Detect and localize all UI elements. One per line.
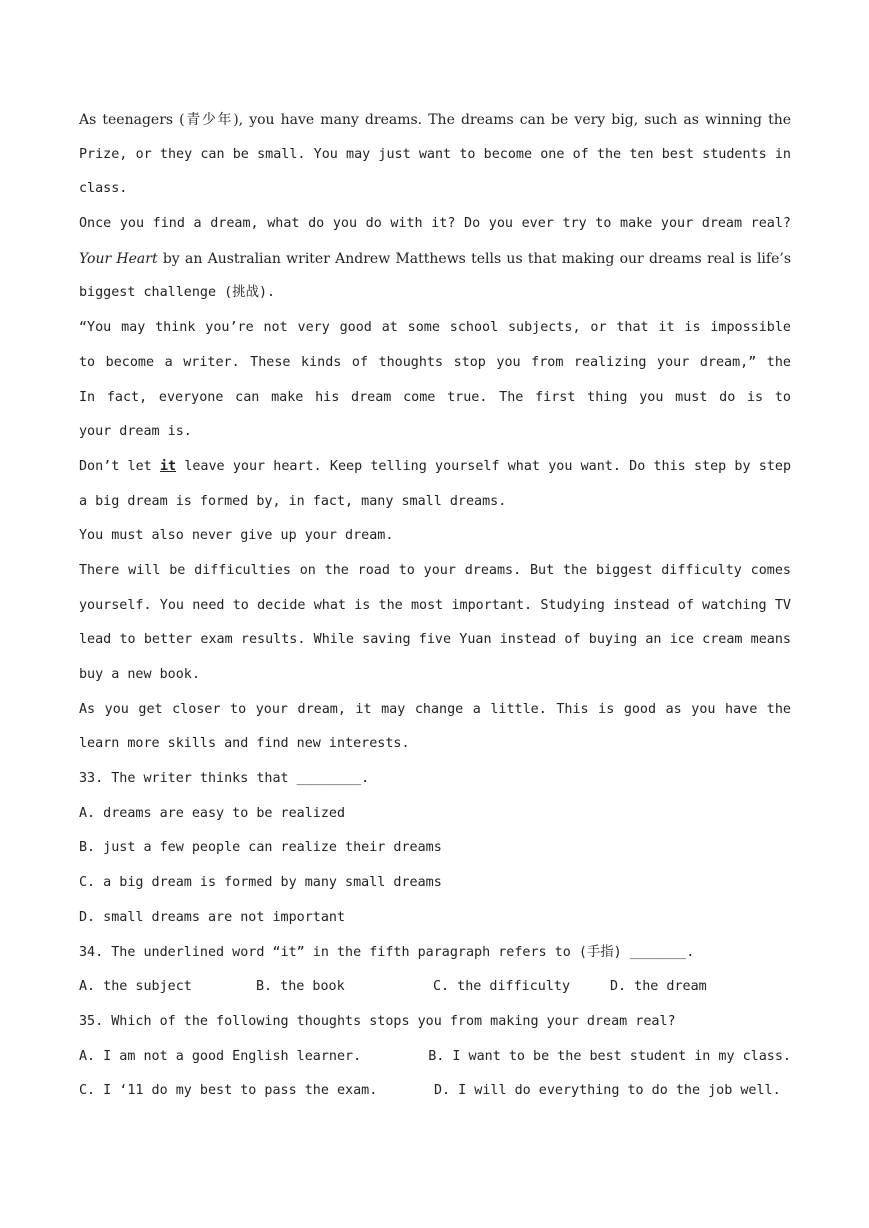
answer-option: C. the difficulty [433, 979, 571, 995]
question-stem: 33. The writer thinks that ________. [79, 771, 370, 787]
question-stem: 35. Which of the following thoughts stops you from making your dream real? [79, 1013, 676, 1029]
passage-line: your dream is. [79, 424, 192, 440]
passage-text: by an Australian writer Andrew Matthews tells us that making our dreams real is life’s [162, 250, 791, 267]
answer-option: A. I am not a good English learner. [79, 1048, 362, 1064]
passage-line [79, 450, 791, 485]
passage-line: As teenagers (青少年), you have many dreams. The dreams can be very big, such as winning the [79, 112, 791, 128]
passage-line: lead to better exam results. While saving five Yuan instead of buying an ice cream means [79, 632, 791, 648]
passage-line [79, 242, 791, 277]
passage-line: Prize, or they can be small. You may just want to become one of the ten best students in [79, 146, 791, 162]
passage-line: a big dream is formed by, in fact, many small dreams. [79, 493, 507, 509]
passage-line: yourself. You need to decide what is the most important. Studying instead of watching TV [79, 597, 791, 613]
answer-option: A. dreams are easy to be realized [79, 805, 346, 821]
answer-option: B. the book [256, 979, 345, 995]
question-stem: 34. The underlined word “it” in the fifth paragraph refers to (手指) _______. [79, 944, 695, 960]
answer-option: D. small dreams are not important [79, 909, 346, 925]
answer-options-row [79, 1074, 791, 1109]
passage-line [79, 207, 791, 242]
answer-options-row [79, 970, 791, 1005]
answer-option: D. the dream [610, 979, 707, 995]
passage-text: Once you find a dream, what do you do with it? Do you ever try to make your dream real? [79, 216, 791, 232]
underlined-word: it [159, 458, 177, 474]
passage-text: leave your heart. Keep telling yourself what you want. Do this step by step [184, 458, 791, 474]
passage-line: biggest challenge (挑战). [79, 285, 276, 301]
answer-option: B. just a few people can realize their dreams [79, 840, 442, 856]
passage-line: buy a new book. [79, 667, 200, 682]
passage-line: There will be difficulties on the road to your dreams. But the biggest difficulty comes [79, 562, 791, 578]
answer-option: B. I want to be the best student in my class. [428, 1048, 791, 1064]
passage-line: “You may think you’re not very good at some school subjects, or that it is impossible [79, 320, 791, 336]
passage-line: learn more skills and find new interests. [79, 736, 410, 752]
book-title-italic: Your Heart [79, 250, 158, 267]
passage-line: You must also never give up your dream. [79, 528, 394, 544]
answer-options-row [79, 1040, 791, 1075]
passage-line: to become a writer. These kinds of thoughts stop you from realizing your dream,” the [79, 354, 791, 370]
answer-option: C. a big dream is formed by many small dreams [79, 875, 442, 891]
document-page [79, 103, 791, 1109]
answer-option: D. I will do everything to do the job well. [434, 1083, 781, 1099]
passage-text: Don’t let [79, 458, 152, 474]
answer-option: A. the subject [79, 979, 192, 995]
passage-line: In fact, everyone can make his dream come true. The first thing you must do is to [79, 389, 791, 405]
passage-line: class. [79, 181, 128, 197]
passage-line: As you get closer to your dream, it may change a little. This is good as you have the [79, 701, 791, 717]
answer-option: C. I ‘11 do my best to pass the exam. [79, 1083, 378, 1099]
